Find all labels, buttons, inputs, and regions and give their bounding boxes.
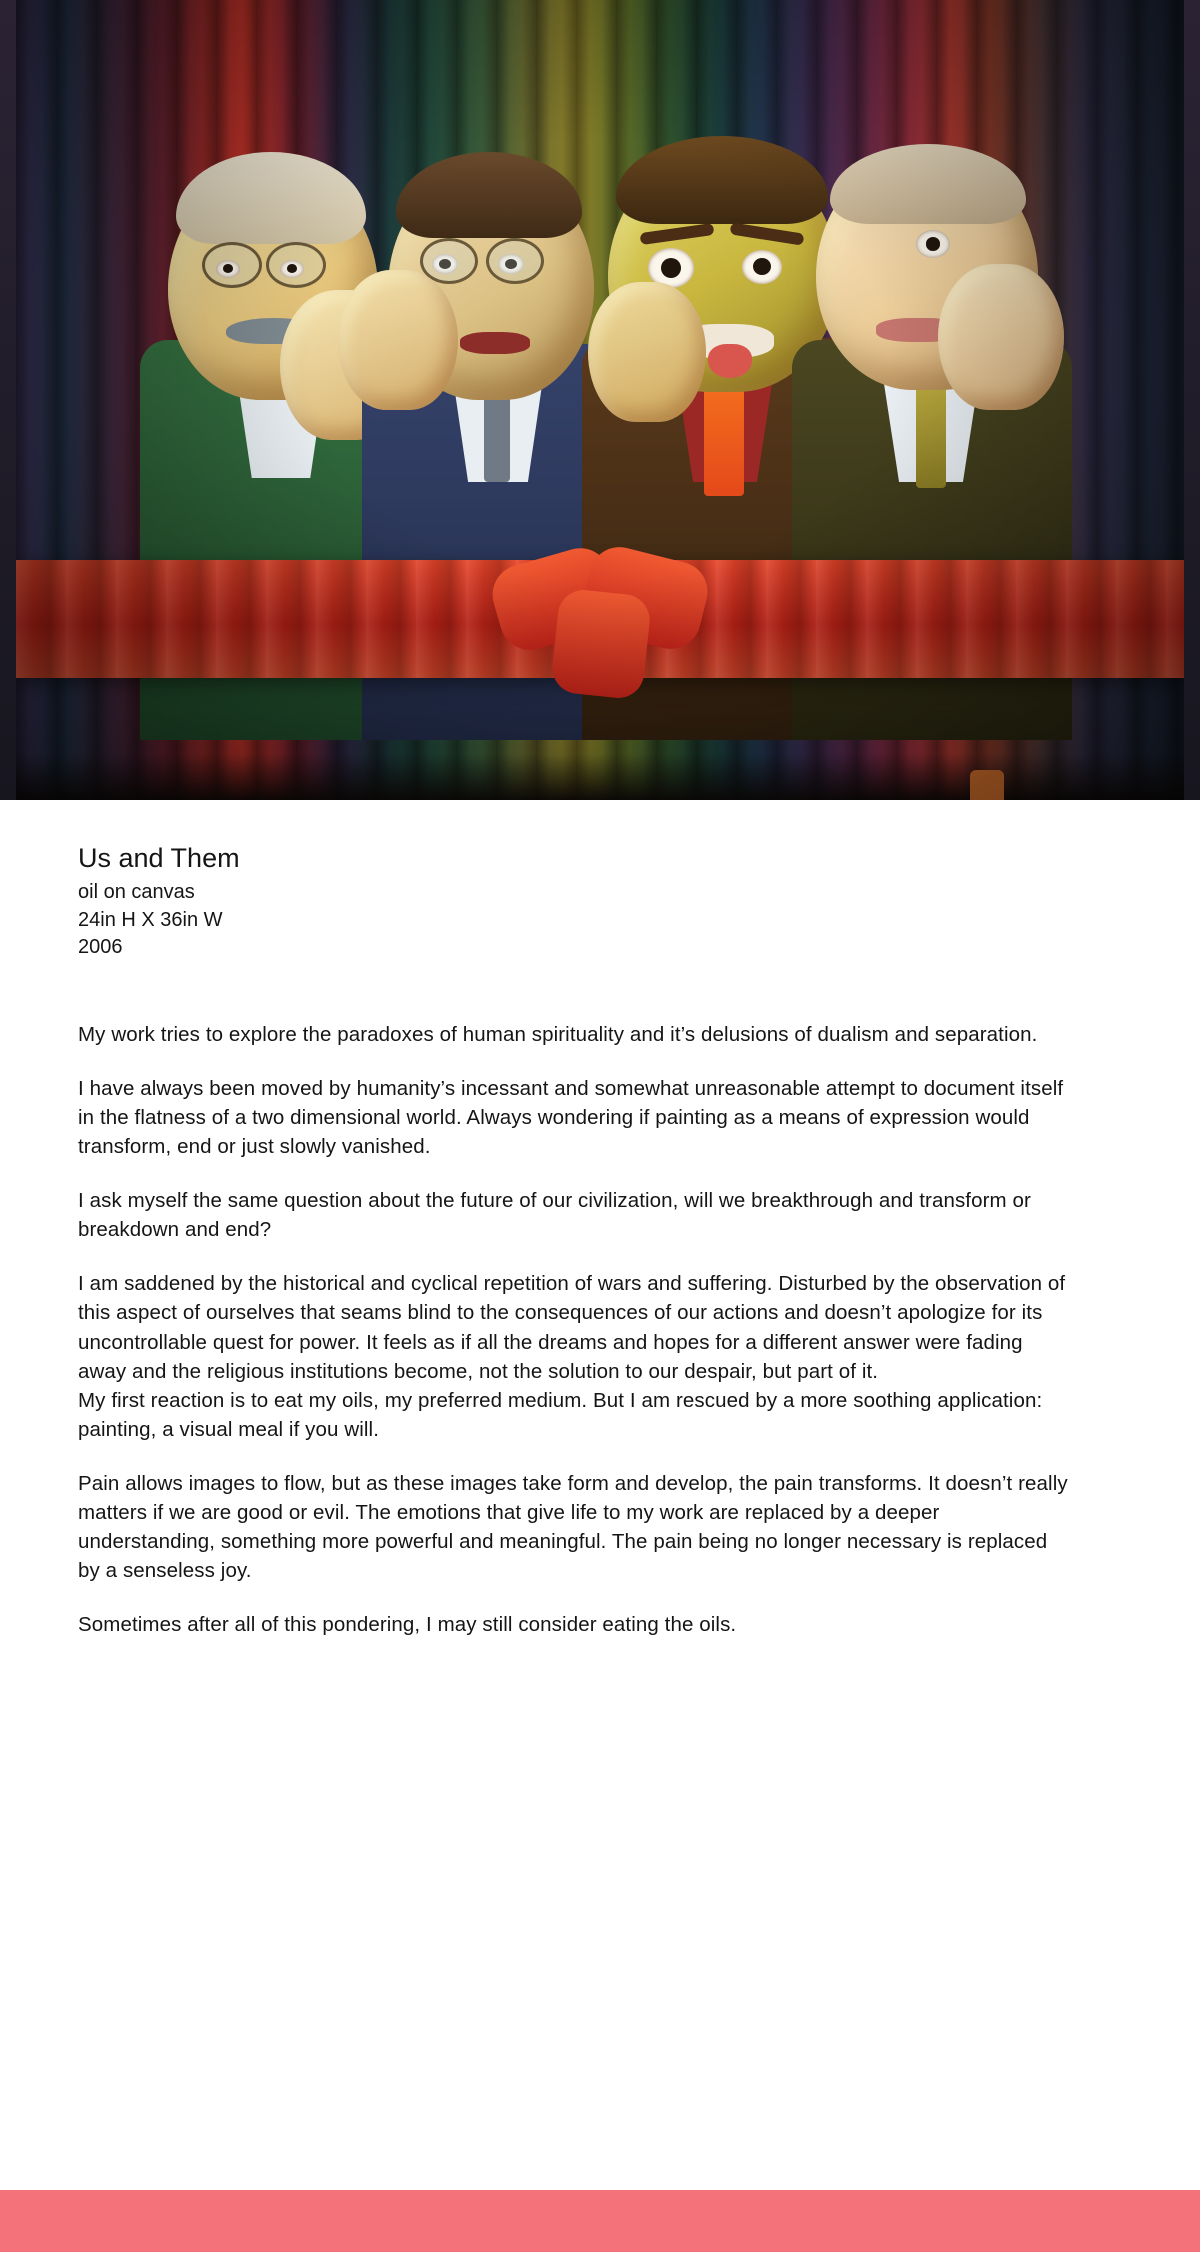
statement-paragraph: My first reaction is to eat my oils, my preferred medium. But I am rescued by a more soothing application: painting, a visual meal if you will.	[78, 1388, 1043, 1441]
artist-statement	[78, 1020, 1070, 1640]
artwork-canvas	[16, 0, 1184, 800]
caption-and-statement	[0, 800, 1068, 1640]
statement-paragraph: Sometimes after all of this pondering, I may still consider eating the oils.	[78, 1613, 737, 1637]
statement-paragraph: I ask myself the same question about the future of our civilization, will we breakthrough and transform or breakdown and end?	[78, 1189, 1031, 1242]
artwork-title: Us and Them	[78, 843, 240, 873]
artwork-year: 2006	[78, 936, 123, 959]
statement-paragraph: Pain allows images to flow, but as these images take form and develop, the pain transforms. It doesn’t really matters if we are good or evil. The emotions that give life to my work are replaced by a deeper understanding, something more powerful and meaningful. The pain being no longer necessary is replaced by a senseless joy.	[78, 1472, 1068, 1583]
artwork-image	[0, 0, 1200, 800]
statement-paragraph: I have always been moved by humanity’s incessant and somewhat unreasonable attempt to document itself in the flatness of a two dimensional world. Always wondering if painting as a means of expression would transform, end or just slowly vanished.	[78, 1076, 1064, 1159]
artwork-right-border	[1184, 0, 1200, 800]
artwork-dimensions: 24in H X 36in W	[78, 908, 223, 931]
statement-paragraph: I am saddened by the historical and cyclical repetition of wars and suffering. Disturbed by the observation of this aspect of ourselves that seams blind to the consequences of our actions and doesn’t apologize for its uncontrollable quest for power. It feels as if all the dreams and hopes for a different answer were fading away and the religious institutions become, not the solution to our despair, but part of it.	[78, 1272, 1066, 1383]
artwork-left-border	[0, 0, 16, 800]
artwork-medium: oil on canvas	[78, 880, 195, 903]
footer-bar	[0, 2190, 1200, 2252]
statement-paragraph: My work tries to explore the paradoxes of human spirituality and it’s delusions of dualism and separation.	[78, 1022, 1038, 1046]
artwork-vignette	[16, 0, 1184, 800]
artwork-caption	[78, 842, 1060, 962]
